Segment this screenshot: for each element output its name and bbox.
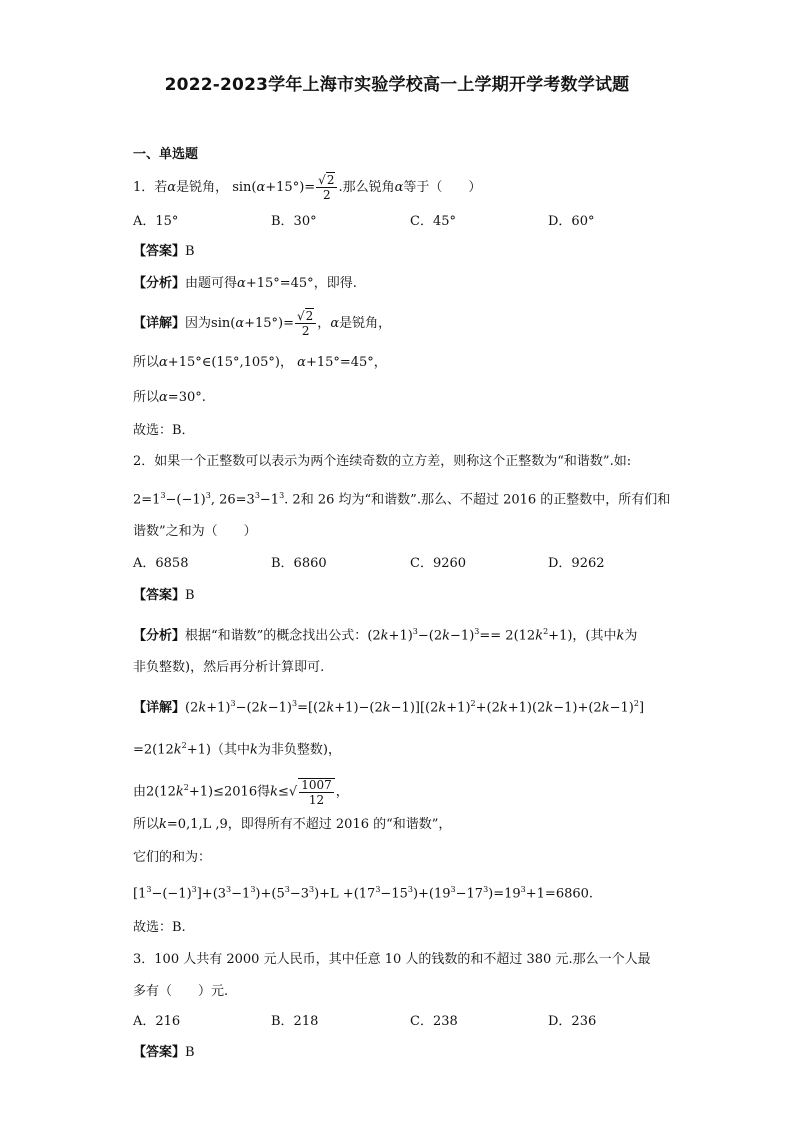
- section-heading: 一、单选题: [133, 147, 199, 162]
- q2-stem-line-3: 谐数”之和为（ ）: [133, 524, 257, 539]
- q2-answer: 【答案】B: [133, 588, 195, 603]
- q1-option-c: C．45°: [410, 214, 456, 229]
- q1-so-1: 所以α+15°∈(15°,105°)， α+15°=45°，: [133, 355, 387, 370]
- q1-detail: 【详解】因为sin(α+15°)= $\frac{√2}{2}$ ，α是锐角，: [133, 309, 392, 338]
- q1-option-a: A．15°: [133, 214, 179, 229]
- q3-option-c: C．238: [410, 1014, 458, 1029]
- q2-stem-line-1: 2．如果一个正整数可以表示为两个连续奇数的立方差，则称这个正整数为“和谐数”.如:: [133, 454, 632, 469]
- q1-answer: 【答案】B: [133, 244, 195, 259]
- q3-stem-line-1: 3．100 人共有 2000 元人民币，其中任意 10 人的钱数的和不超过 380 元.那么一个人最: [133, 952, 651, 967]
- q3-option-d: D．236: [548, 1014, 597, 1029]
- q3-option-b: B．218: [271, 1014, 319, 1029]
- q1-so-2: 所以α=30°.: [133, 390, 206, 405]
- q2-detail-line-1: 【详解】$(2k+1)^3-(2k-1)^3=[(2k+1)-(2k-1)][(2k+1)^2+(2k+1)(2k-1)+(2k-1)^2]$: [133, 699, 645, 716]
- q3-answer: 【答案】B: [133, 1045, 195, 1060]
- q1-analysis: 【分析】由题可得α+15°=45°，即得.: [133, 276, 357, 291]
- q2-sum-expression: $[1^3-(-1)^3]+(3^3-1^3)+(5^3-3^3)+L +(17^3-15^3)+(19^3-17^3)=19^3+1=6860$.: [133, 885, 594, 902]
- q1-option-b: B．30°: [271, 214, 317, 229]
- q2-option-d: D．9262: [548, 556, 605, 571]
- q2-detail-line-2: $=2(12k^2+1)$（其中k为非负整数)，: [133, 741, 341, 758]
- q2-sum-intro: 它们的和为：: [133, 850, 212, 865]
- q2-k-values: 所以k=0,1,L ,9，即得所有不超过 2016 的“和谐数”，: [133, 817, 452, 832]
- q2-option-b: B．6860: [271, 556, 327, 571]
- q2-analysis-line-1: 【分析】根据“和谐数”的概念找出公式：$(2k+1)^3-(2k-1)^3== 2(12k^2+1)$，(其中k为: [133, 627, 638, 644]
- q2-stem-line-2: $2=1^3-(-1)^3$, $26=3^3-1^3$. 2和 26 均为“和谐数”.那么、不超过 2016 的正整数中，所有们和: [133, 491, 671, 508]
- q1-option-d: D．60°: [548, 214, 595, 229]
- q2-conclusion: 故选：B.: [133, 920, 186, 935]
- q3-option-a: A．216: [133, 1014, 181, 1029]
- q1-conclusion: 故选：B．: [133, 423, 195, 438]
- page-title: 2022-2023学年上海市实验学校高一上学期开学考数学试题: [164, 75, 630, 95]
- q3-stem-line-2: 多有（ ）元.: [133, 984, 229, 999]
- q2-analysis-line-2: 非负整数)，然后再分析计算即可.: [133, 660, 325, 675]
- q2-bound-line: 由$2(12k^2+1)\le 2016$得k≤√ $\frac{1007}{12}$ ，: [133, 778, 349, 807]
- q2-option-c: C．9260: [410, 556, 467, 571]
- q2-option-a: A．6858: [133, 556, 189, 571]
- q1-stem: 1．若α是锐角， sin(α+15°)= $\frac{√2}{2}$ .那么锐角α等于（ ）: [133, 173, 482, 202]
